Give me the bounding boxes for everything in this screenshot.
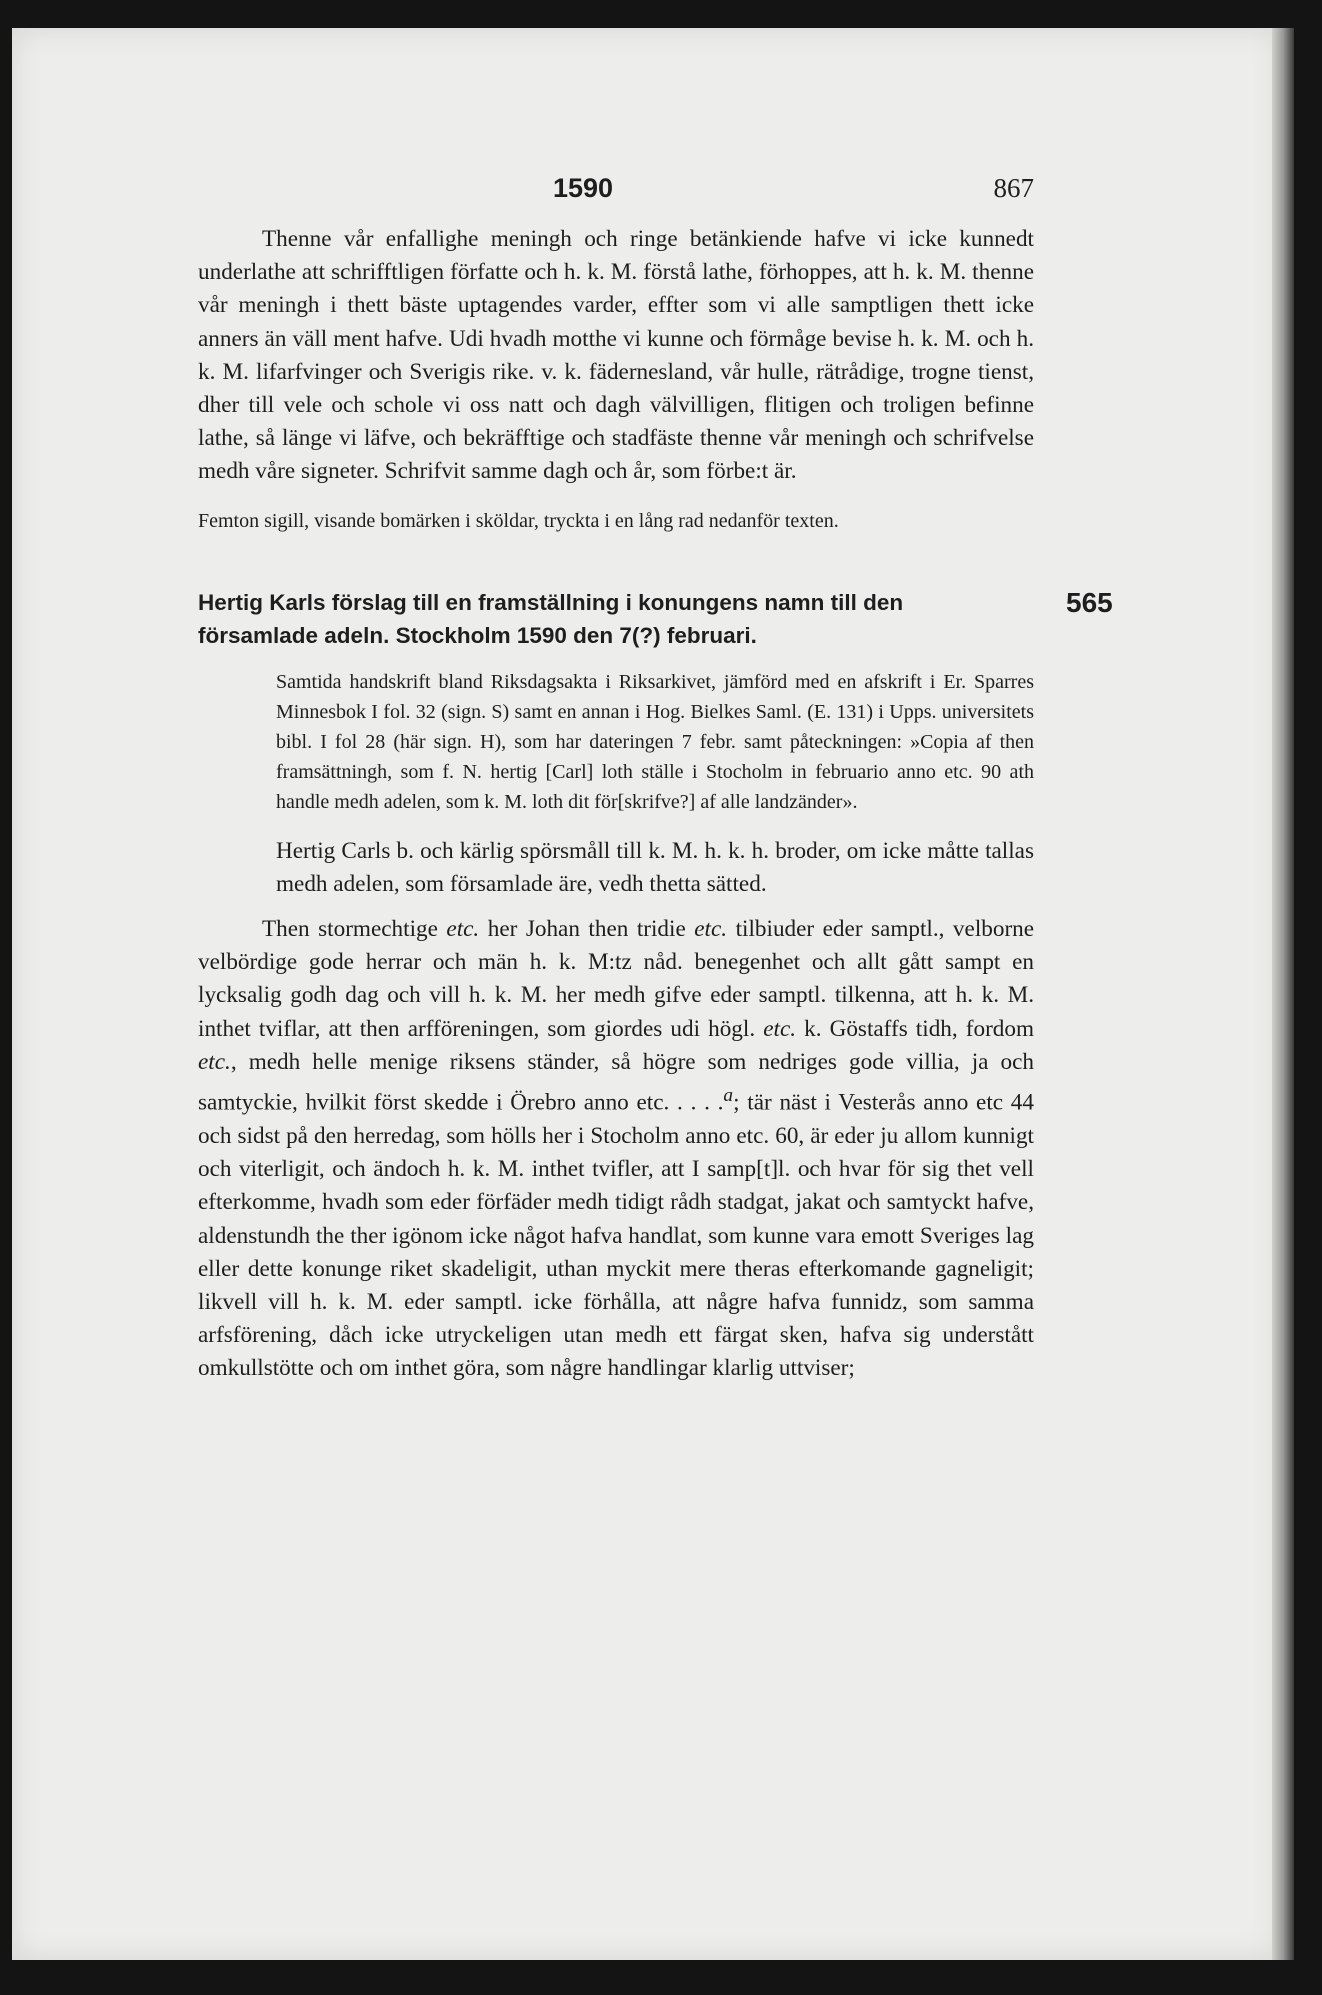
salutation: Hertig Carls b. och kärlig spörsmåll till k. M. h. k. h. broder, om icke måtte tallas medh adelen, som församlade äre, vedh thetta sätted.	[276, 837, 1034, 897]
seal-note: Femton sigill, visande bomärken i sköldar, tryckta i en lång rad nedanför texten.	[198, 509, 839, 532]
main-part-3: tilbiuder eder samptl., velborne velbördige gode herrar och män h. k. M:tz nåd. benegenhet och allt gått sampt en lycksalig godh dag och vill h. k. M. her medh gifve eder samptl. tilkenna, att h. k. M. inthet tviflar, att then arfföreningen, som giordes udi högl.	[198, 916, 1035, 1042]
main-part-2: her Johan then tridie	[487, 916, 686, 943]
source-note: Samtida handskrift bland Riksdagsakta i Riksarkivet, jämförd med en afskrift i Er. Sparres Minnesbok I fol. 32 (sign. S) samt en annan i Hog. Bielkes Saml. (E. 131) i Upps. universitets bibl. I fol 28 (här sign. H), som har dateringen 7 febr. samt påteckningen: »Copia af then framsättningh, som f. N. hertig [Carl] loth ställe i Stocholm in februario anno etc. 90 ath handle medh adelen, som k. M. loth dit för[skrifve?] af alle landzänder».	[276, 670, 1034, 813]
running-header	[198, 173, 1034, 213]
etc-3: etc.	[763, 1015, 797, 1042]
etc-2: etc.	[694, 916, 728, 943]
text-column	[198, 223, 1113, 1386]
document-heading	[198, 586, 1113, 652]
main-part-6: ; tär näst i Vesterås anno etc 44 och sidst på den herredag, som hölls her i Stocholm anno etc. 60, är eder ju allom kunnigt och viterligit, och ändoch h. k. M. inthet tvifler, att I samp[t]l. och hvar för sig thet vell efterkomme, hvadh som eder förfäder medh tidigt rådh stadgat, jakat och samtyckt hafve, aldenstundh the ther igönom icke något hafva handlat, som kunne vara emott Sveriges lag eller dette konunge riket skadeligit, uthan myckit mere theras efterkomande gagneligit; likvell vill h. k. M. eder samptl. icke förhålla, att någre hafva funnidz, som samma arfsförening, dåch icke utryckeligen utan medh ett färgat sken, hafva sig understått omkullstötte och om inthet göra, som någre handlingar klarlig uttviser;	[198, 1089, 1034, 1382]
document-title-line-1: Hertig Karls förslag till en framställning i konungens namn till den	[198, 589, 904, 615]
main-part-1: Then stormechtige	[262, 916, 438, 943]
page-edge	[1272, 28, 1294, 1960]
etc-1: etc.	[446, 916, 480, 943]
paragraph-1: Thenne vår enfallighe meningh och ringe betänkiende hafve vi icke kunnedt underlathe att schrifftligen författe och h. k. M. förstå lathe, förhoppes, att h. k. M. thenne vår meningh i thett bäste uptagendes varder, effter som vi alle samptligen thett icke anners än väll ment hafve. Udi hvadh motthe vi kunne och förmåge bevise h. k. M. och h. k. M. lifarfvinger och Sverigis rike. v. k. fädernesland, vår hulle, rätrådige, trogne tienst, dher till vele och schole vi oss natt och dagh välvilligen, flitigen och troligen befinne lathe, så länge vi läfve, och bekräfftige och stadfäste thenne vår meningh och schrifvelse medh våre signeter. Schrifvit samme dagh och år, som förbe:t är.	[198, 226, 1034, 485]
main-paragraph	[198, 913, 1034, 1386]
header-year: 1590	[553, 173, 614, 203]
etc-4: etc.	[198, 1048, 231, 1075]
page-number: 867	[993, 173, 1034, 203]
document-title-line-2: församlade adeln. Stockholm 1590 den 7(?) februari.	[198, 622, 757, 648]
main-part-5: , medh helle menige riksens ständer, så högre som nedriges gode villia, ja och samtyckie, hvilkit först skedde i Örebro anno etc. . . . .	[198, 1048, 1034, 1116]
footnote-mark: a	[723, 1085, 734, 1107]
main-part-4: k. Göstaffs tidh, fordom	[804, 1015, 1035, 1042]
document-number: 565	[1066, 586, 1113, 618]
